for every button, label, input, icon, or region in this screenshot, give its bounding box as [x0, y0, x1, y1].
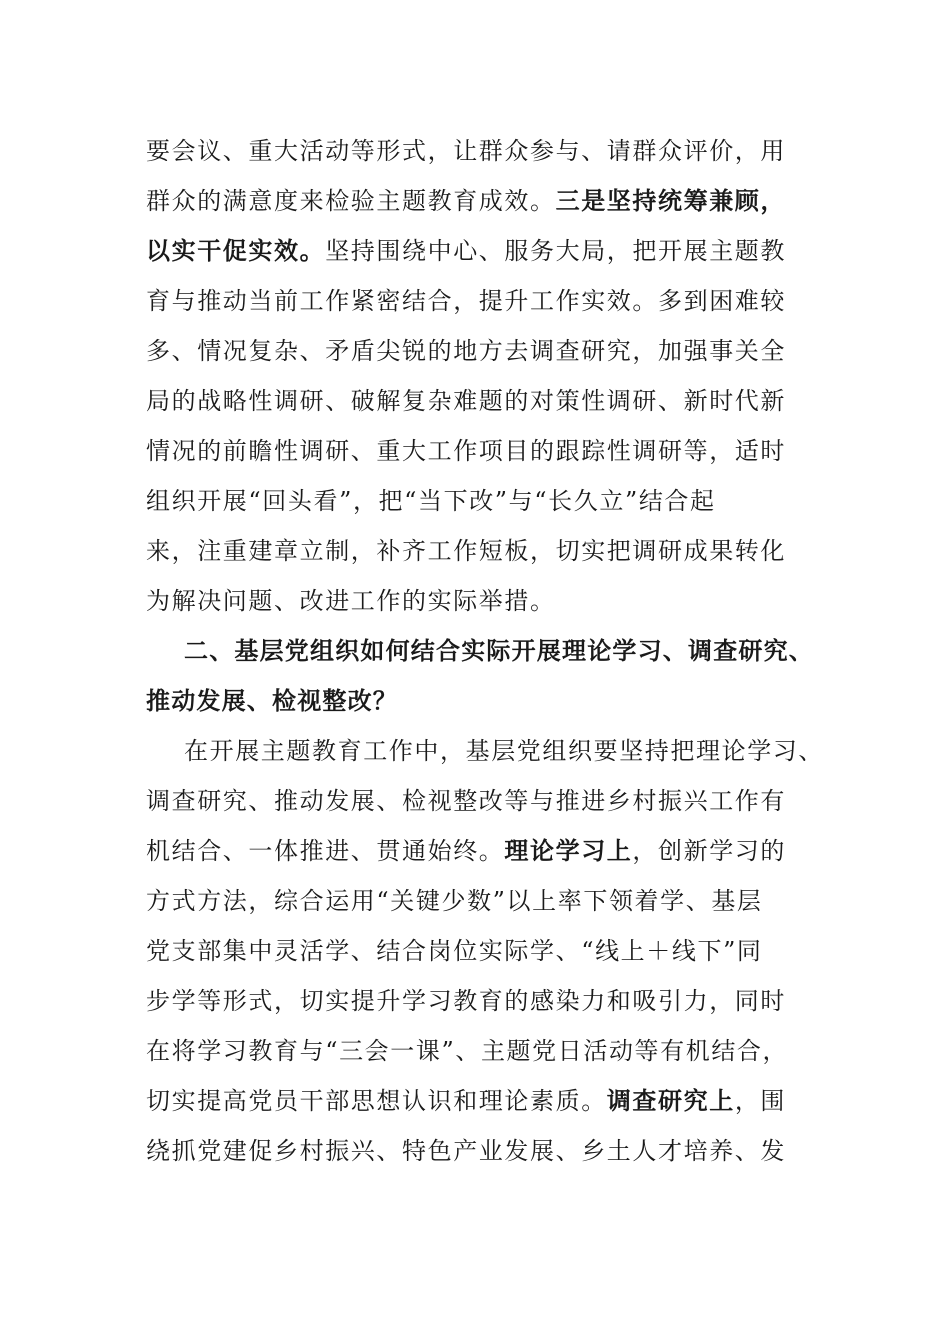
text-segment: 为解决问题、改进工作的实际举措。 — [146, 587, 556, 615]
text-segment: 坚持围绕中心、服务大局，把开展主题教 — [325, 237, 787, 265]
text-line — [146, 326, 826, 376]
text-line — [146, 576, 826, 626]
section-heading-line — [146, 676, 826, 726]
text-segment: 在开展主题教育工作中，基层党组织要坚持把理论学习、 — [184, 737, 824, 765]
bold-text-segment: 以实干促实效。 — [146, 236, 326, 265]
text-line — [146, 226, 826, 276]
text-line — [146, 526, 826, 576]
text-line — [146, 426, 826, 476]
text-segment: 方式方法，综合运用“关键少数”以上率下领着学、基层 — [146, 887, 763, 915]
bold-text-segment: 理论学习上 — [504, 836, 633, 865]
text-segment: ，创新学习的 — [632, 837, 787, 865]
text-segment: ，围 — [734, 1087, 787, 1115]
section-heading-line — [146, 626, 826, 676]
text-segment: 在将学习教育与“三会一课”、主题党日活动等有机结合， — [146, 1037, 789, 1065]
bold-text-segment: 调查研究上 — [606, 1086, 735, 1115]
text-line — [146, 976, 826, 1026]
text-segment: 调查研究、推动发展、检视整改等与推进乡村振兴工作有 — [146, 787, 786, 815]
text-line — [146, 1076, 826, 1126]
bold-text-segment: 三是坚持统筹兼顾， — [555, 186, 787, 215]
text-segment: 党支部集中灵活学、结合岗位实际学、“线上＋线下”同 — [146, 937, 763, 965]
text-line — [146, 276, 826, 326]
text-segment: 二、基层党组织如何结合实际开展理论学习、调查研究、 — [184, 636, 814, 665]
text-segment: 来，注重建章立制，补齐工作短板，切实把调研成果转化 — [146, 537, 786, 565]
text-segment: 要会议、重大活动等形式，让群众参与、请群众评价，用 — [146, 137, 786, 165]
text-segment: 育与推动当前工作紧密结合，提升工作实效。多到困难较 — [146, 287, 786, 315]
text-line — [146, 126, 826, 176]
text-line — [146, 826, 826, 876]
document-body — [146, 126, 826, 1176]
text-segment: 多、情况复杂、矛盾尖锐的地方去调查研究，加强事关全 — [146, 337, 786, 365]
text-line — [146, 926, 826, 976]
text-line — [146, 176, 826, 226]
text-segment: 组织开展“回头看”，把“当下改”与“长久立”结合起 — [146, 487, 716, 515]
text-segment: 切实提高党员干部思想认识和理论素质。 — [146, 1087, 607, 1115]
text-line — [146, 376, 826, 426]
text-line — [146, 726, 826, 776]
text-segment: 局的战略性调研、破解复杂难题的对策性调研、新时代新 — [146, 387, 786, 415]
text-line — [146, 1126, 826, 1176]
text-line — [146, 476, 826, 526]
text-segment: 群众的满意度来检验主题教育成效。 — [146, 187, 556, 215]
text-line — [146, 776, 826, 826]
text-line — [146, 876, 826, 926]
text-segment: 步学等形式，切实提升学习教育的感染力和吸引力，同时 — [146, 987, 786, 1015]
text-segment: 机结合、一体推进、贯通始终。 — [146, 837, 505, 865]
text-segment: 情况的前瞻性调研、重大工作项目的跟踪性调研等，适时 — [146, 437, 786, 465]
text-segment: 推动发展、检视整改？ — [146, 686, 398, 715]
text-segment: 绕抓党建促乡村振兴、特色产业发展、乡土人才培养、发 — [146, 1137, 786, 1165]
text-line — [146, 1026, 826, 1076]
